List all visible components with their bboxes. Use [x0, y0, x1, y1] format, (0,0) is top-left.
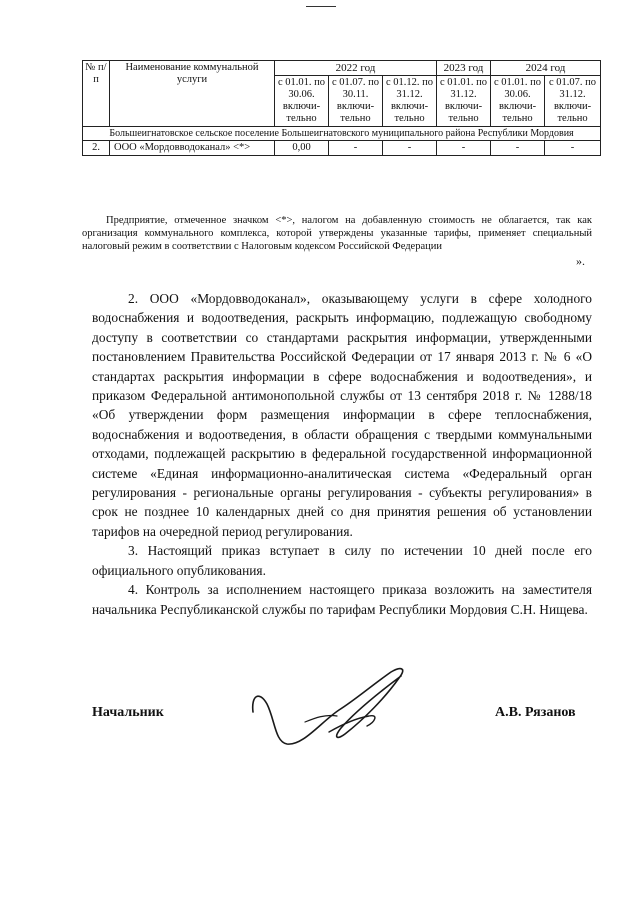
table-row [83, 141, 601, 156]
row-value: - [383, 141, 437, 156]
row-value: - [491, 141, 545, 156]
tariff-table [82, 60, 601, 156]
period-header: с 01.01. по 30.06. включи- тельно [491, 76, 545, 127]
period-header: с 01.01. по 30.06. включи- тельно [275, 76, 329, 127]
order-body [92, 289, 592, 619]
year-2022-header: 2022 год [275, 61, 437, 76]
year-2023-header: 2023 год [437, 61, 491, 76]
row-value: - [329, 141, 383, 156]
period-header: с 01.07. по 30.11. включи- тельно [329, 76, 383, 127]
signatory-name: А.В. Рязанов [495, 705, 576, 720]
row-value: - [545, 141, 601, 156]
paragraph-2: 2. ООО «Мордовводоканал», оказывающему услуги в сфере холодного водоснабжения и водоотведения, раскрыть информацию, подлежащую свободному доступу в соответствии со стандартами раскрытия информации, утвержденными постановлением Правительства Российской Федерации от 17 января 2013 г. № 6 «О стандартах раскрытия информации в сфере водоснабжения и водоотведения», и приказом Федеральной антимонопольной службы от 13 сентября 2018 г. № 1288/18 «Об утверждении форм размещения информации в сфере теплоснабжения, водоснабжения и водоотведения, в области обращения с твердыми коммунальными отходами, подлежащей раскрытию в федеральной государственной информационной системе «Единая информационно-аналитическая система «Федеральный орган регулирования - региональные органы регулирования - субъекты регулирования» в срок не позднее 10 календарных дней со дня принятия решения об установлении тарифов на очередной период регулирования. [92, 291, 592, 539]
period-header: с 01.12. по 31.12. включи- тельно [383, 76, 437, 127]
period-header: с 01.01. по 31.12. включи- тельно [437, 76, 491, 127]
col-service-header: Наименование коммунальной услуги [110, 61, 275, 127]
table-header-row [83, 61, 601, 76]
page-number-mark [306, 0, 336, 7]
col-num-header: № п/п [83, 61, 110, 127]
period-header: с 01.07. по 31.12. включи- тельно [545, 76, 601, 127]
row-value: - [437, 141, 491, 156]
signatory-title: Начальник [92, 705, 164, 720]
paragraph-3: 3. Настоящий приказ вступает в силу по истечении 10 дней после его официального опубликования. [92, 543, 592, 578]
row-number: 2. [83, 141, 110, 156]
vat-footnote: Предприятие, отмеченное значком <*>, налогом на добавленную стоимость не облагается, так как организация коммунального комплекса, которой утверждены указанные тарифы, применяет специальный налоговый режим в соответствии с Налоговым кодексом Российской Федерации [82, 215, 592, 252]
paragraph-4: 4. Контроль за исполнением настоящего приказа возложить на заместителя начальника Республиканской службы по тарифам Республики Мордовия С.Н. Нищева. [92, 582, 592, 617]
handwritten-signature [245, 660, 435, 760]
row-company-name: ООО «Мордовводоканал» <*> [110, 141, 275, 156]
row-value: 0,00 [275, 141, 329, 156]
section-title: Большеигнатовское сельское поселение Большеигнатовского муниципального района Республики Мордовия [83, 127, 601, 141]
quote-close: ». [576, 254, 585, 268]
year-2024-header: 2024 год [491, 61, 601, 76]
section-row [83, 127, 601, 141]
